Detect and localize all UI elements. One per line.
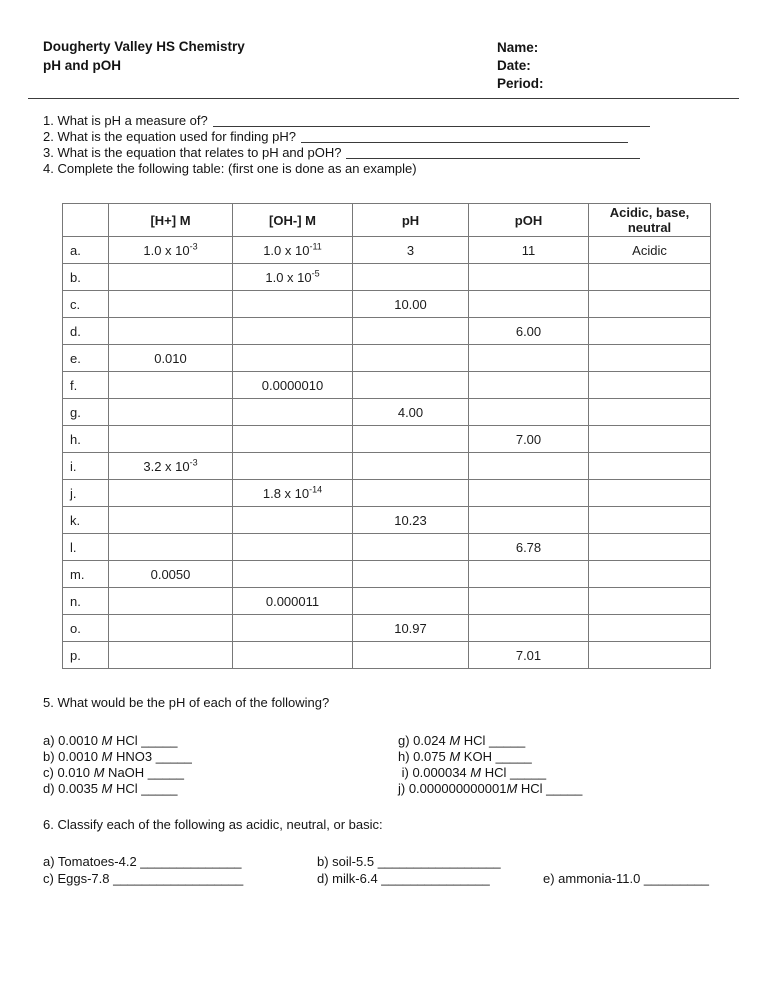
column-header: Acidic, base, neutral [589, 204, 711, 237]
ph-cell [353, 426, 469, 453]
classification-cell [589, 507, 711, 534]
h-concentration-cell: 0.0050 [109, 561, 233, 588]
h-concentration-cell: 3.2 x $10^{-3}$ [109, 453, 233, 480]
h-concentration-cell [109, 642, 233, 669]
table-row [63, 291, 711, 318]
q6-item: a) Tomatoes-4.2 ______________ [43, 854, 242, 869]
oh-concentration-cell [233, 561, 353, 588]
molarity-symbol: M [93, 765, 105, 780]
ph-cell [353, 642, 469, 669]
exponent: -5 [311, 268, 320, 279]
poh-cell: 7.01 [469, 642, 589, 669]
oh-concentration-cell [233, 291, 353, 318]
q5-item-text: d) 0.0035 [43, 781, 102, 796]
question-3-text: 3. What is the equation that relates to pH and pOH? [43, 145, 342, 160]
ph-cell: 10.23 [353, 507, 469, 534]
q5-item [398, 733, 582, 749]
q5-item [43, 781, 398, 797]
q5-item [398, 765, 582, 781]
poh-cell [469, 291, 589, 318]
classification-cell [589, 399, 711, 426]
h-concentration-cell [109, 318, 233, 345]
row-label: d. [63, 318, 109, 345]
period-label: Period: [497, 76, 544, 91]
ph-cell [353, 561, 469, 588]
poh-cell [469, 372, 589, 399]
classification-cell [589, 453, 711, 480]
ph-cell [353, 453, 469, 480]
question-2 [43, 129, 650, 145]
question-3 [43, 145, 650, 161]
q5-item-text: i) 0.000034 [398, 765, 471, 780]
q5-item [398, 749, 582, 765]
q6-row-1 [43, 853, 709, 870]
q5-item [43, 765, 398, 781]
molarity-symbol: M [506, 781, 518, 796]
q5-item-text: h) 0.075 [398, 749, 450, 764]
q5-item-text: HCl _____ [112, 781, 178, 796]
table-body [63, 237, 711, 669]
classification-cell [589, 642, 711, 669]
h-concentration-cell [109, 264, 233, 291]
h-concentration-cell: 1.0 x $10^{-3}$ [109, 237, 233, 264]
q6-item: d) milk-6.4 _______________ [317, 871, 490, 886]
q5-item-text: HCl _____ [517, 781, 583, 796]
ph-cell [353, 345, 469, 372]
poh-cell [469, 615, 589, 642]
poh-cell [469, 264, 589, 291]
row-label: k. [63, 507, 109, 534]
exponent: -11 [309, 241, 322, 252]
classification-cell [589, 615, 711, 642]
ph-cell: 10.00 [353, 291, 469, 318]
h-concentration-cell [109, 615, 233, 642]
table-row [63, 426, 711, 453]
ph-cell: 4.00 [353, 399, 469, 426]
q6-item: e) ammonia-11.0 _________ [543, 871, 709, 886]
table-header-row [63, 204, 711, 237]
oh-concentration-cell [233, 453, 353, 480]
oh-concentration-cell: 1.8 x $10^{-14}$ [233, 480, 353, 507]
ph-cell [353, 318, 469, 345]
poh-cell [469, 399, 589, 426]
molarity-symbol: M [470, 765, 482, 780]
h-concentration-cell [109, 399, 233, 426]
question-3-blank [346, 146, 640, 159]
classification-cell [589, 534, 711, 561]
table-row [63, 561, 711, 588]
oh-concentration-cell [233, 642, 353, 669]
oh-concentration-cell [233, 345, 353, 372]
poh-cell: 6.78 [469, 534, 589, 561]
classification-cell [589, 372, 711, 399]
classification-cell [589, 291, 711, 318]
document-header [43, 37, 245, 75]
h-concentration-cell [109, 480, 233, 507]
question-1-text: 1. What is pH a measure of? [43, 113, 208, 128]
q6-row-2 [43, 870, 709, 887]
oh-concentration-cell: 1.0 x $10^{-5}$ [233, 264, 353, 291]
h-concentration-cell [109, 534, 233, 561]
q6-item: c) Eggs-7.8 __________________ [43, 871, 244, 886]
oh-concentration-cell: 1.0 x $10^{-11}$ [233, 237, 353, 264]
row-label: j. [63, 480, 109, 507]
row-label: n. [63, 588, 109, 615]
q5-right-column [398, 733, 582, 797]
column-header: pOH [469, 204, 589, 237]
h-concentration-cell [109, 588, 233, 615]
q5-item-text: j) 0.000000000001 [398, 781, 507, 796]
question-5-prompt: 5. What would be the pH of each of the following? [43, 695, 330, 710]
question-4-text: 4. Complete the following table: (first one is done as an example) [43, 161, 417, 176]
oh-concentration-cell: 0.0000010 [233, 372, 353, 399]
poh-cell [469, 453, 589, 480]
q5-left-column [43, 733, 398, 797]
table-row [63, 480, 711, 507]
q5-item-text: a) 0.0010 [43, 733, 102, 748]
ph-cell [353, 264, 469, 291]
oh-concentration-cell [233, 399, 353, 426]
table-row [63, 318, 711, 345]
poh-cell: 7.00 [469, 426, 589, 453]
molarity-symbol: M [449, 749, 461, 764]
exponent: -3 [189, 241, 198, 252]
row-label: g. [63, 399, 109, 426]
q5-item-text: b) 0.0010 [43, 749, 102, 764]
oh-concentration-cell [233, 318, 353, 345]
poh-cell [469, 588, 589, 615]
oh-concentration-cell: 0.000011 [233, 588, 353, 615]
question-5-section [43, 695, 582, 797]
molarity-symbol: M [101, 733, 113, 748]
oh-concentration-cell [233, 426, 353, 453]
q5-item [43, 733, 398, 749]
ph-cell: 3 [353, 237, 469, 264]
h-concentration-cell [109, 291, 233, 318]
table-row [63, 615, 711, 642]
question-6-prompt: 6. Classify each of the following as acidic, neutral, or basic: [43, 817, 383, 832]
molarity-symbol: M [449, 733, 461, 748]
name-label: Name: [497, 40, 539, 55]
poh-cell: 11 [469, 237, 589, 264]
table-row [63, 534, 711, 561]
poh-cell [469, 345, 589, 372]
molarity-symbol: M [101, 781, 113, 796]
row-label: f. [63, 372, 109, 399]
h-concentration-cell: 0.010 [109, 345, 233, 372]
table-row [63, 642, 711, 669]
row-label: l. [63, 534, 109, 561]
q5-item-text: HCl _____ [112, 733, 178, 748]
ph-cell [353, 480, 469, 507]
ph-cell [353, 534, 469, 561]
row-label: p. [63, 642, 109, 669]
header-divider [28, 98, 739, 99]
questions-block [43, 113, 650, 177]
row-label: h. [63, 426, 109, 453]
classification-cell [589, 426, 711, 453]
classification-cell: Acidic [589, 237, 711, 264]
classification-cell [589, 264, 711, 291]
h-concentration-cell [109, 426, 233, 453]
classification-cell [589, 345, 711, 372]
molarity-symbol: M [101, 749, 113, 764]
q5-item-text: HNO3 _____ [112, 749, 192, 764]
row-label: b. [63, 264, 109, 291]
table-row [63, 588, 711, 615]
row-label: c. [63, 291, 109, 318]
question-4 [43, 161, 650, 177]
q5-item [398, 781, 582, 797]
row-label: e. [63, 345, 109, 372]
row-label: o. [63, 615, 109, 642]
question-6-section [43, 816, 709, 887]
question-5-items [43, 733, 582, 797]
table-row [63, 237, 711, 264]
question-2-text: 2. What is the equation used for finding pH? [43, 129, 296, 144]
ph-cell [353, 372, 469, 399]
column-header [63, 204, 109, 237]
table-row [63, 453, 711, 480]
row-label: a. [63, 237, 109, 264]
exponent: -14 [309, 484, 323, 495]
classification-cell [589, 588, 711, 615]
ph-cell: 10.97 [353, 615, 469, 642]
h-concentration-cell [109, 507, 233, 534]
q5-item-text: HCl _____ [481, 765, 547, 780]
classification-cell [589, 561, 711, 588]
question-1-blank [213, 114, 650, 127]
question-2-blank [301, 130, 628, 143]
q5-item-text: g) 0.024 [398, 733, 450, 748]
poh-cell [469, 561, 589, 588]
poh-cell [469, 480, 589, 507]
student-info-block [497, 39, 544, 93]
table-row [63, 507, 711, 534]
table-row [63, 345, 711, 372]
column-header: pH [353, 204, 469, 237]
q5-item-text: KOH _____ [460, 749, 532, 764]
column-header: [OH-] M [233, 204, 353, 237]
table-row [63, 399, 711, 426]
oh-concentration-cell [233, 534, 353, 561]
poh-cell: 6.00 [469, 318, 589, 345]
classification-cell [589, 480, 711, 507]
q5-item-text: NaOH _____ [104, 765, 184, 780]
exponent: -3 [189, 457, 198, 468]
row-label: i. [63, 453, 109, 480]
h-concentration-cell [109, 372, 233, 399]
column-header: [H+] M [109, 204, 233, 237]
date-label: Date: [497, 58, 531, 73]
question-1 [43, 113, 650, 129]
q5-item-text: c) 0.010 [43, 765, 94, 780]
q5-item [43, 749, 398, 765]
ph-cell [353, 588, 469, 615]
poh-cell [469, 507, 589, 534]
row-label: m. [63, 561, 109, 588]
classification-cell [589, 318, 711, 345]
table-row [63, 264, 711, 291]
q6-item: b) soil-5.5 _________________ [317, 854, 501, 869]
oh-concentration-cell [233, 615, 353, 642]
q5-item-text: HCl _____ [460, 733, 526, 748]
school-title: Dougherty Valley HS Chemistry [43, 39, 245, 54]
worksheet-title: pH and pOH [43, 58, 121, 73]
table-row [63, 372, 711, 399]
oh-concentration-cell [233, 507, 353, 534]
ph-poh-table [62, 203, 711, 669]
